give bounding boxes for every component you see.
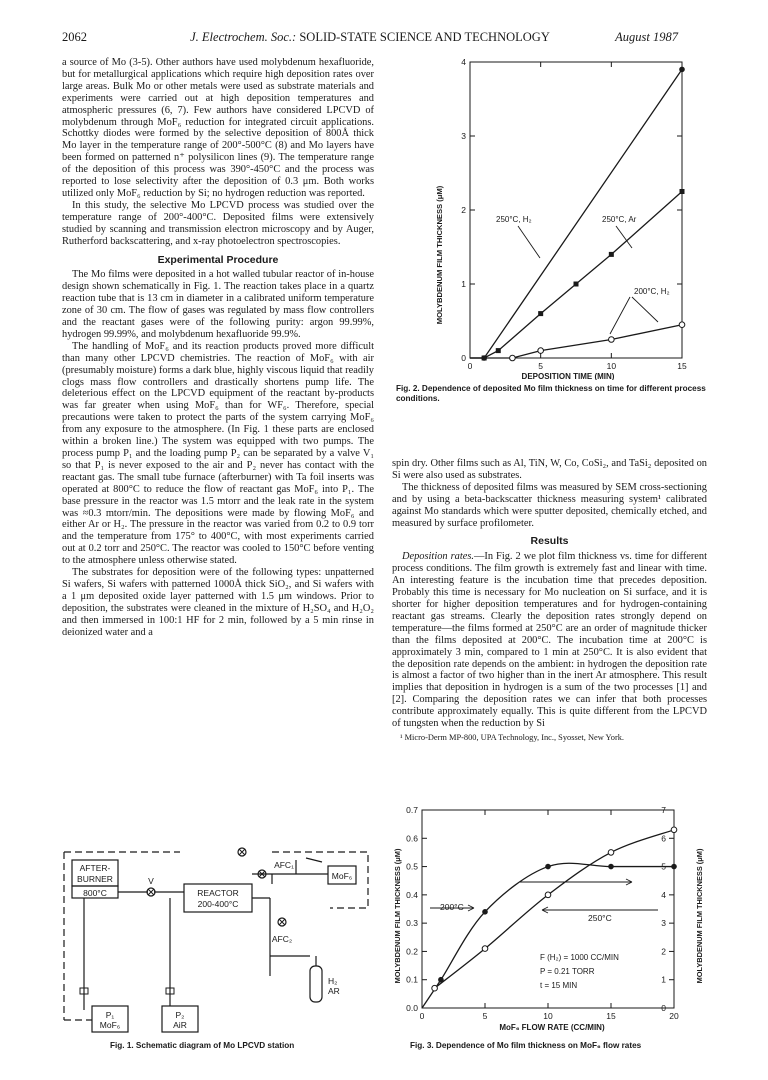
fig1-schematic bbox=[58, 838, 380, 1034]
fig3-xtick-label: 15 bbox=[606, 1011, 616, 1021]
fig3-series-0-point bbox=[482, 909, 488, 915]
fig2-xtick-label: 10 bbox=[606, 361, 617, 371]
journal-title: J. Electrochem. Soc.: SOLID-STATE SCIENCE AND TECHNOLOGY bbox=[190, 30, 550, 44]
fig2-series-1-point bbox=[538, 311, 543, 316]
fig2-caption: Fig. 2. Dependence of deposited Mo film thickness on time for different process conditions. bbox=[396, 384, 706, 403]
fig3-series-0-point bbox=[608, 864, 614, 870]
fig2-xlabel: DEPOSITION TIME (MIN) bbox=[521, 372, 615, 380]
fig3-label-250: 250°C bbox=[588, 913, 612, 923]
fig3-chart bbox=[392, 798, 708, 1034]
fig3-series-1-point bbox=[545, 892, 551, 898]
page-header bbox=[62, 30, 678, 48]
pump2-sub: AiR bbox=[173, 1020, 187, 1030]
fig3-y2tick-label: 1 bbox=[661, 974, 666, 985]
fig3-ylabel-right: MOLYBDENUM FILM THICKNESS (μM) bbox=[695, 848, 704, 984]
fig3-ytick-label: 0.4 bbox=[406, 889, 418, 900]
fig3-y2tick-label: 6 bbox=[661, 833, 666, 844]
experimental-paragraph-2: The handling of MoF₆ and its reaction products proved more difficult than many other LPCVD chemistries. The reaction of MoF₆ with air (presumably moisture) forms a dark blue, highly viscous liquid that readily clogs mass flow controllers and drastically shortens pump life. The deleterious effect on the LPCVD equipment of the reactant by-products was far greater when using MoF₆ than for WF₆. Therefore, special precautions were taken to protect the parts of the system carrying MoF₆ from any exposure to the atmosphere. (In Fig. 1 these parts are enclosed within a broken line.) The system was equipped with two pumps. The process pump P₁ and the loading pump P₂ can be separated by a valve V₁ so that P₁ is never exposed to the air and P₂ never has contact with the reactant gas. The small tube furnace (afterburner) with Ta foil inserts was operated at 800°C to reduce the flow of reactant gas MoF₆ into P₁. The base pressure in the reactor was 1.5 mtorr and the leak rate in the system was ≈0.3 mtorr/min. The depositions were made by flowing MoF₆ and either Ar or H₂. The pressure in the reactor was varied from 0.2 to 0.9 torr and the temperature from 175° to 400°C, with most experiments carried out at 0.2 torr and 250°C. The reactor was cooled to 150°C before venting to the atmosphere unless otherwise stated. bbox=[62, 340, 374, 567]
fig3-series-0-point bbox=[545, 864, 551, 870]
issue-date: August 1987 bbox=[615, 30, 678, 44]
right-paragraph-2: The thickness of deposited films was measured by SEM cross-sectioning and by using a beta-backscatter thickness measuring system¹ calibrated against Mo standards which were sputter deposited, chemically etched, and measured by surface profilometer. bbox=[392, 481, 707, 529]
right-paragraph-1: spin dry. Other films such as Al, TiN, W, Co, CoSi₂, and TaSi₂ deposited on Si were also used as substrates. bbox=[392, 458, 707, 481]
fig2-series-1-point bbox=[574, 282, 579, 287]
fig2-ytick-label: 4 bbox=[461, 57, 466, 67]
pump2-label: P₂ bbox=[175, 1010, 185, 1020]
fig2-series-0-point bbox=[679, 67, 685, 73]
footnote: ¹ Micro-Derm MP-800, UPA Technology, Inc., Syosset, New York. bbox=[400, 732, 625, 742]
experimental-paragraph-1: The Mo films were deposited in a hot walled tubular reactor of in-house design shown schematically in Fig. 1. The reaction takes place in a quartz reaction tube that is 13 cm in diameter in a calibrated uniform temperature zone of 30 cm. The flow of gases was regulated by mass flow controllers and the reactant gases were of the following purity: argon 99.99%, hydrogen 99.99%, and molybdenum hexafluoride 99.9%. bbox=[62, 269, 374, 340]
fig3-xtick-label: 10 bbox=[543, 1011, 553, 1021]
afterburner-label-1: AFTER- bbox=[79, 863, 111, 873]
valve-label: V bbox=[148, 876, 154, 886]
fig2-series-label-200-h2: 200°C, H₂ bbox=[634, 287, 670, 296]
ar-label: AR bbox=[328, 986, 340, 996]
fig3-y2tick-label: 4 bbox=[661, 889, 666, 900]
fig3-ytick-label: 0.2 bbox=[406, 946, 418, 957]
afterburner-label-2: BURNER bbox=[77, 874, 113, 884]
fig2-series-line-2 bbox=[470, 325, 682, 358]
page-number: 2062 bbox=[62, 30, 87, 44]
fig3-condition-flow: F (H₂) = 1000 CC/MIN bbox=[540, 953, 619, 962]
fig3-series-0-point bbox=[671, 864, 677, 870]
fig3-xtick-label: 0 bbox=[419, 1011, 425, 1021]
fig3-condition-pressure: P = 0.21 TORR bbox=[540, 967, 595, 976]
fig3-ytick-label: 0.0 bbox=[406, 1003, 418, 1013]
fig3-ytick-label: 0.6 bbox=[406, 833, 418, 844]
fig3-ytick-label: 0.1 bbox=[406, 974, 418, 985]
results-lead: Deposition rates. bbox=[402, 551, 474, 563]
mof6-source-label: MoF₆ bbox=[331, 871, 353, 881]
fig2-series-2-point bbox=[679, 322, 685, 328]
fig3-ytick-label: 0.7 bbox=[406, 805, 418, 815]
left-column bbox=[62, 57, 374, 639]
fig2-xtick-label: 15 bbox=[677, 361, 687, 371]
fig2-series-2-point bbox=[609, 337, 615, 343]
fig3-xlabel: MoF₆ FLOW RATE (CC/MIN) bbox=[499, 1023, 605, 1032]
fig3-y2tick-label: 7 bbox=[661, 805, 666, 815]
fig2-series-label-250-h2: 250°C, H₂ bbox=[496, 215, 532, 224]
fig2-ylabel: MOLYBDENUM FILM THICKNESS (μM) bbox=[435, 185, 444, 325]
afc2-label: AFC₂ bbox=[271, 934, 293, 944]
section-title-experimental: Experimental Procedure bbox=[157, 253, 279, 266]
fig3-series-1-point bbox=[432, 985, 438, 991]
pump1-sub: MoF₆ bbox=[99, 1020, 121, 1030]
fig2-xtick-label: 5 bbox=[538, 361, 544, 371]
fig2-series-1-point bbox=[609, 252, 614, 257]
fig2-series-2-point bbox=[510, 355, 516, 361]
experimental-paragraph-3: The substrates for deposition were of the following types: unpatterned Si wafers, Si wafers with patterned 1000Å thick SiO₂, and Si wafers with a 1 μm deposited oxide layer patterned with 1.5 μm windows. Prior to deposition, the substrates were cleaned in the mixture of H₂SO₄ and H₂O₂ and then immersed in 100:1 HF for 2 min, followed by a 5 min rinse in deionized water and a bbox=[62, 567, 374, 638]
fig3-xtick-label: 5 bbox=[482, 1011, 488, 1021]
results-paragraph-1 bbox=[392, 551, 707, 730]
right-column bbox=[392, 458, 707, 743]
h2-label: H₂ bbox=[328, 976, 338, 986]
fig3-condition-time: t = 15 MIN bbox=[540, 981, 578, 990]
fig1-caption: Fig. 1. Schematic diagram of Mo LPCVD station bbox=[110, 1041, 295, 1050]
fig3-y2tick-label: 5 bbox=[661, 861, 666, 872]
fig3-xtick-label: 20 bbox=[669, 1011, 679, 1021]
fig3-y2tick-label: 2 bbox=[661, 946, 666, 957]
fig3-series-1-point bbox=[671, 827, 677, 833]
fig2-xtick-label: 0 bbox=[467, 361, 473, 371]
section-title-results: Results bbox=[530, 535, 569, 548]
pump1-label: P₁ bbox=[105, 1010, 115, 1020]
fig2-ytick-label: 0 bbox=[461, 353, 466, 363]
fig3-y2tick-label: 3 bbox=[661, 918, 666, 929]
intro-paragraph-2: In this study, the selective Mo LPCVD process was studied over the temperature range of 200°-400°C. Deposited films were extensively studied by scanning and transmission electron microscopy and by Auger, Rutherford backscattering, and x-ray photoelectron spectroscopies. bbox=[62, 199, 374, 247]
fig2-ytick-label: 2 bbox=[461, 205, 466, 215]
fig2-series-1-point bbox=[496, 348, 501, 353]
fig2-ytick-label: 1 bbox=[461, 279, 466, 289]
afterburner-temp: 800°C bbox=[83, 888, 107, 898]
fig3-series-1-point bbox=[608, 850, 614, 856]
fig2-series-label-250-ar: 250°C, Ar bbox=[602, 215, 637, 224]
fig3-series-1-point bbox=[482, 946, 488, 952]
reactor-label-2: 200-400°C bbox=[197, 899, 239, 909]
fig2-chart bbox=[420, 50, 700, 380]
fig3-caption: Fig. 3. Dependence of Mo film thickness on MoF₆ flow rates bbox=[410, 1041, 642, 1050]
intro-paragraph-1: a source of Mo (3-5). Other authors have used molybdenum hexafluoride, but for metallurgical applications which require high deposition rates over large areas. Bulk Mo or other metals were used as substrate materials and experiments were carried out at high deposition temperatures and atmospheric pressures (6, 7). Few authors have considered LPCVD of molybdenum through MoF₆ reduction for integrated circuit applications. Schottky diodes were formed by the selective deposition of 800Å thick Mo layer in the temperature range of 200°-500°C (8) and Mo layers have been formed on patterned n⁺ polysilicon lines (9). The temperature range of the deposition of this process was 390°-450°C and the process was reported to lose selectivity after the deposition of 0.3 μm. Both works utilized only MoF₆ reduction by Si; no hydrogen reduction was reported. bbox=[62, 57, 374, 199]
afc1-label: AFC₁ bbox=[274, 860, 294, 870]
fig3-y2tick-label: 0 bbox=[661, 1003, 666, 1013]
fig2-ytick-label: 3 bbox=[461, 131, 466, 141]
fig2-series-1-point bbox=[680, 189, 685, 194]
fig3-label-200: 200°C bbox=[440, 902, 464, 912]
results-body: —In Fig. 2 we plot film thickness vs. time for different process conditions. The film growth is extremely fast and linear with time. An interesting feature is the incubation time that precedes deposition. Probably this time is necessary for Mo nucleation on Si surface, and it is shorter for higher deposition temperatures and for hydrogen-containing reactant gas streams. Clearly the deposition rates strongly depend on temperature—the films formed at 250°C are an order of magnitude thicker than the films deposited at 200°C. The incubation time at 200°C is approximately 3 min, compared to 1 min at 250°C. It is also evident that the deposition rate depends on the ambient: in hydrogen the deposition rate is almost a factor of two higher than in the inert Ar atmosphere. This result implies that deposition in hydrogen is a sum of the two processes [1] and [2]. Comparing the deposition rates we can infer that both processes contribute approximately equally. This is quite different from the LPCVD of tungsten when the reduction by Si bbox=[392, 551, 707, 730]
fig3-ytick-label: 0.3 bbox=[406, 918, 418, 929]
reactor-label-1: REACTOR bbox=[197, 888, 239, 898]
fig2-plot-frame bbox=[470, 62, 682, 358]
fig3-ytick-label: 0.5 bbox=[406, 861, 418, 872]
fig2-series-2-point bbox=[538, 348, 544, 354]
fig3-ylabel-left: MOLYBDENUM FILM THICKNESS (μM) bbox=[393, 848, 402, 984]
fig3-series-line-1 bbox=[435, 830, 674, 988]
